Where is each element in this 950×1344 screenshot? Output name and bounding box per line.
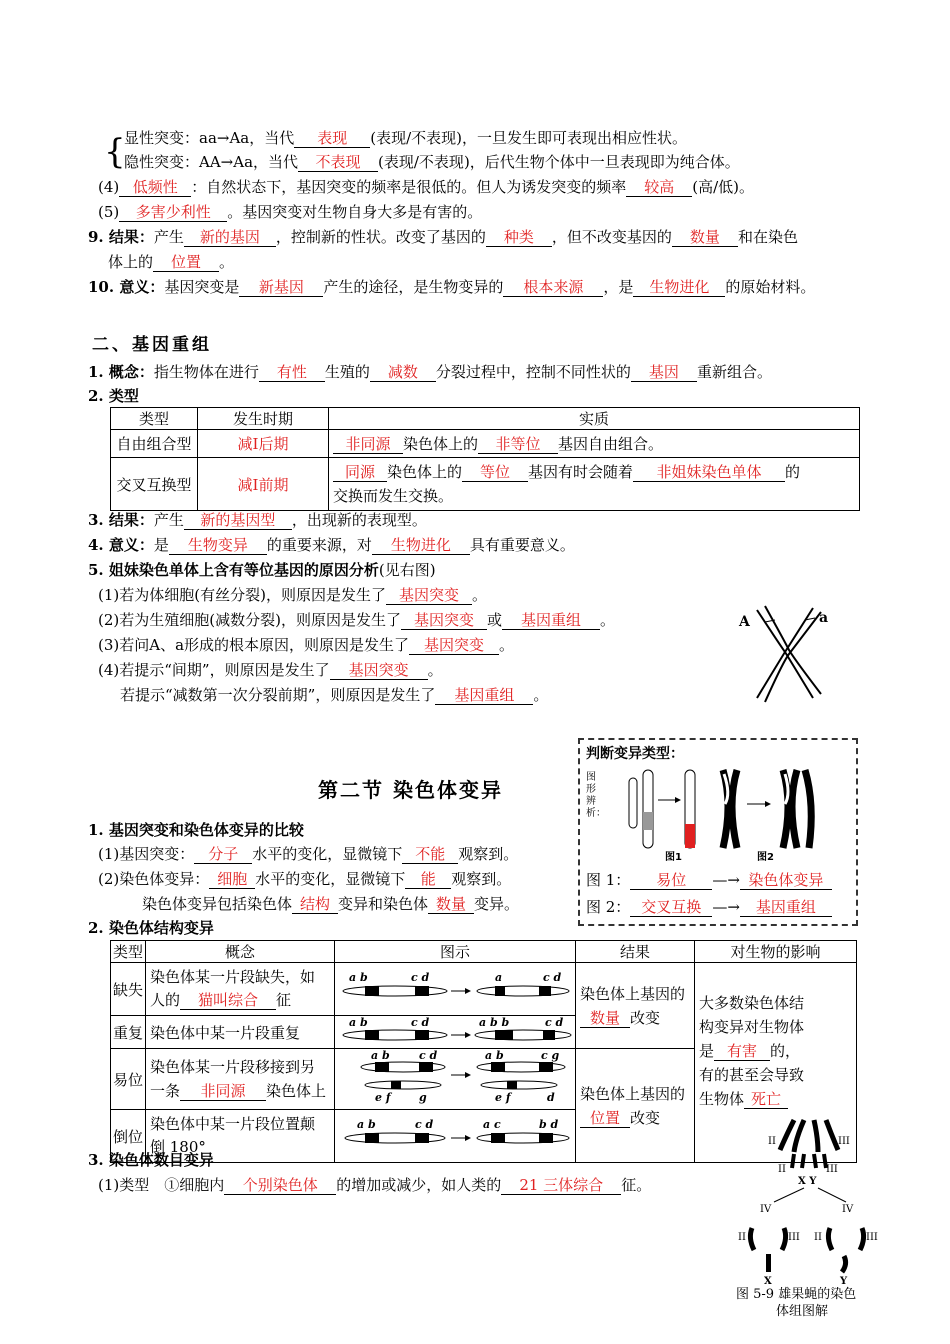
chromosome-label: III bbox=[788, 1232, 800, 1243]
table-cell: 减Ⅰ前期 bbox=[198, 458, 329, 511]
chromosome-variation-types: 染色体变异包括染色体 结构 变异和染色体 数量 变异。 bbox=[142, 895, 520, 913]
gene-label: a b bbox=[485, 1049, 504, 1062]
chromosome-label: X Y bbox=[798, 1176, 817, 1187]
table-cell: 缺失 bbox=[111, 963, 146, 1016]
box-title: 判断变异类型： bbox=[586, 746, 684, 762]
table-header: 发生时期 bbox=[198, 408, 329, 430]
chromosome-label: III bbox=[838, 1136, 850, 1147]
gene-label: c g bbox=[541, 1049, 560, 1062]
gene-label: c d bbox=[415, 1118, 434, 1131]
answer-blank: 新基因 bbox=[239, 278, 323, 297]
fig2-answer: 图 2： 交叉互换 —→ 基因重组 bbox=[586, 897, 832, 917]
chromosome-label: II bbox=[738, 1232, 746, 1243]
table-cell: 染色体上基因的 位置 改变 bbox=[576, 1049, 695, 1163]
table-header: 类型 bbox=[111, 941, 146, 963]
answer-blank: 数量 bbox=[672, 228, 738, 247]
table-cell: 染色体中某一片段位置颠 倒 180° bbox=[146, 1110, 335, 1163]
question-4: (4)若提示“间期”，则原因是发生了 基因突变 。 bbox=[98, 661, 443, 679]
comparison-1: 1. 基因突变和染色体变异的比较 bbox=[88, 821, 304, 839]
concept-1: 1. 概念：指生物体在进行 有性 生殖的 减数 分裂过程中，控制不同性状的 基因 重新组合。 bbox=[88, 363, 772, 381]
meaning-10: 10. 意义：基因突变是 新基因 产生的途径，是生物变异的 根本来源 ，是 生物进化 的原始材料。 bbox=[88, 278, 816, 296]
table-cell: 减Ⅰ后期 bbox=[198, 430, 329, 458]
result-9-cont: 体上的 位置 。 bbox=[108, 253, 235, 271]
table-cell: 大多数染色体结 构变异对生物体 是 有害 的， 有的甚至会导致 生物体 死亡 bbox=[695, 963, 857, 1163]
deletion-diagram bbox=[335, 963, 576, 1016]
table-header: 实质 bbox=[329, 408, 860, 430]
table-header: 结果 bbox=[576, 941, 695, 963]
answer-blank: 新的基因 bbox=[184, 228, 276, 247]
table-cell: 交叉互换型 bbox=[111, 458, 198, 511]
answer-blank: 减数 bbox=[370, 363, 436, 382]
types-label: 2. 类型 bbox=[88, 387, 139, 405]
table-cell: 重复 bbox=[111, 1016, 146, 1049]
gene-label: c d bbox=[545, 1016, 564, 1029]
answer-blank: 低频性 bbox=[119, 178, 191, 197]
chromosome-label: III bbox=[826, 1164, 838, 1175]
table-cell: 同源 染色体上的 等位 基因有时会随着 非姐妹染色单体 的 交换而发生交换。 bbox=[329, 458, 860, 511]
gene-label: a bbox=[495, 971, 503, 984]
table-cell: 染色体某一片段缺失，如 人的 猫叫综合 征 bbox=[146, 963, 335, 1016]
question-2: (2)若为生殖细胞(减数分裂)，则原因是发生了 基因突变 或 基因重组 。 bbox=[98, 611, 615, 629]
gene-label: c d bbox=[411, 1016, 430, 1029]
chromosome-variation-line: (2)染色体变异： 细胞 水平的变化，显微镜下 能 观察到。 bbox=[98, 870, 512, 888]
gene-label: a b bbox=[349, 1016, 368, 1029]
table-cell: 染色体上基因的 数量 改变 bbox=[576, 963, 695, 1049]
meaning-4: 4. 意义：是 生物变异 的重要来源，对 生物进化 具有重要意义。 bbox=[88, 536, 575, 554]
result-9: 9. 结果：产生 新的基因 ，控制新的性状。改变了基因的 种类 ，但不改变基因的 数量 和在染色 bbox=[88, 228, 798, 246]
answer-blank: 根本来源 bbox=[503, 278, 603, 297]
table-cell: 染色体某一片段移接到另 一条 非同源 染色体上 bbox=[146, 1049, 335, 1110]
chromosome-label: II bbox=[814, 1232, 822, 1243]
answer-blank: 位置 bbox=[153, 253, 219, 272]
answer-blank: 种类 bbox=[486, 228, 552, 247]
answer-blank: 多害少利性 bbox=[119, 203, 227, 222]
fruitfly-chromosome-figure bbox=[734, 1116, 884, 1292]
gene-label: a b bbox=[371, 1049, 390, 1062]
answer-blank: 表现 bbox=[294, 129, 370, 148]
table-header: 图示 bbox=[335, 941, 576, 963]
point-4: (4) 低频性 ：自然状态下，基因突变的频率是很低的。但人为诱发突变的频率 较高 (高/低)。 bbox=[98, 178, 755, 196]
fig-label: 图1 bbox=[665, 852, 682, 863]
chromosome-label: III bbox=[866, 1232, 878, 1243]
answer-blank: 生物进化 bbox=[633, 278, 725, 297]
chromosome-label: II bbox=[778, 1164, 786, 1175]
gene-label: d bbox=[547, 1091, 555, 1104]
chromosome-label: II bbox=[768, 1136, 776, 1147]
table-cell: 易位 bbox=[111, 1049, 146, 1110]
answer-blank: 较高 bbox=[626, 178, 692, 197]
table-cell: 倒位 bbox=[111, 1110, 146, 1163]
variation-figure bbox=[605, 764, 845, 864]
chromosome-label: X bbox=[764, 1276, 772, 1287]
fig-label: 图2 bbox=[757, 852, 774, 863]
fig1-answer: 图 1： 易位 —→ 染色体变异 bbox=[586, 870, 832, 890]
gene-label: c d bbox=[411, 971, 430, 984]
recombination-table bbox=[110, 407, 860, 511]
table-header: 对生物的影响 bbox=[695, 941, 857, 963]
gene-label: c d bbox=[419, 1049, 438, 1062]
question-3: (3)若问A、a形成的根本原因，则原因是发生了 基因突变 。 bbox=[98, 636, 515, 654]
allele-label: a bbox=[819, 610, 829, 626]
inversion-diagram bbox=[335, 1110, 576, 1163]
gene-label: c d bbox=[543, 971, 562, 984]
box-side-label: 图形辨析： bbox=[586, 772, 606, 819]
section-title: 二、基因重组 bbox=[92, 335, 212, 355]
table-header: 类型 bbox=[111, 408, 198, 430]
result-3: 3. 结果：产生 新的基因型 ，出现新的表现型。 bbox=[88, 511, 427, 529]
number-variation-type-1: (1)类型 ①细胞内 个别染色体 的增加或减少，如人类的 21 三体综合 征。 bbox=[98, 1176, 652, 1194]
chromatid-figure bbox=[735, 600, 835, 705]
gene-label: e f bbox=[495, 1091, 511, 1104]
gene-label: b d bbox=[539, 1118, 559, 1131]
gene-label: a b bbox=[349, 971, 368, 984]
duplication-diagram bbox=[335, 1016, 576, 1049]
translocation-diagram bbox=[335, 1049, 576, 1110]
table-header: 概念 bbox=[146, 941, 335, 963]
table-cell: 染色体中某一片段重复 bbox=[146, 1016, 335, 1049]
gene-label: e f bbox=[375, 1091, 391, 1104]
answer-blank: 不表现 bbox=[298, 153, 378, 172]
allele-label: A bbox=[739, 614, 750, 630]
brace: { bbox=[104, 132, 126, 172]
table-cell: 自由组合型 bbox=[111, 430, 198, 458]
structure-variation-label: 2. 染色体结构变异 bbox=[88, 919, 214, 937]
figure-caption: 体组图解 bbox=[776, 1304, 829, 1319]
question-1: (1)若为体细胞(有丝分裂)，则原因是发生了 基因突变 。 bbox=[98, 586, 487, 604]
gene-mutation-line: (1)基因突变： 分子 水平的变化，显微镜下 不能 观察到。 bbox=[98, 845, 519, 863]
question-5: 若提示“减数第一次分裂前期”，则原因是发生了 基因重组 。 bbox=[120, 686, 549, 704]
chromosome-label: IV bbox=[842, 1204, 854, 1215]
gene-label: g bbox=[419, 1091, 427, 1104]
chromosome-label: IV bbox=[760, 1204, 772, 1215]
dominant-mutation-line: 显性突变：aa→Aa，当代 表现 (表现/不表现)，一旦发生即可表现出相应性状。 bbox=[124, 129, 688, 147]
number-variation-label: 3. 染色体数目变异 bbox=[88, 1151, 214, 1169]
gene-label: a b bbox=[357, 1118, 376, 1131]
analysis-5: 5. 姐妹染色单体上含有等位基因的原因分析(见右图) bbox=[88, 561, 436, 579]
chromosome-label: Y bbox=[840, 1276, 848, 1287]
section-title: 第二节 染色体变异 bbox=[318, 778, 503, 802]
recessive-mutation-line: 隐性突变：AA→Aa，当代 不表现 (表现/不表现)，后代生物个体中一旦表现即为纯合体。 bbox=[124, 153, 740, 171]
gene-label: a c bbox=[483, 1118, 501, 1131]
gene-label: a b b bbox=[479, 1016, 510, 1029]
figure-caption: 图 5-9 雄果蝇的染色 bbox=[736, 1287, 857, 1302]
answer-blank: 基因 bbox=[631, 363, 697, 382]
answer-blank: 有性 bbox=[259, 363, 325, 382]
point-5: (5) 多害少利性 。基因突变对生物自身大多是有害的。 bbox=[98, 203, 483, 221]
table-cell: 非同源 染色体上的 非等位 基因自由组合。 bbox=[329, 430, 860, 458]
